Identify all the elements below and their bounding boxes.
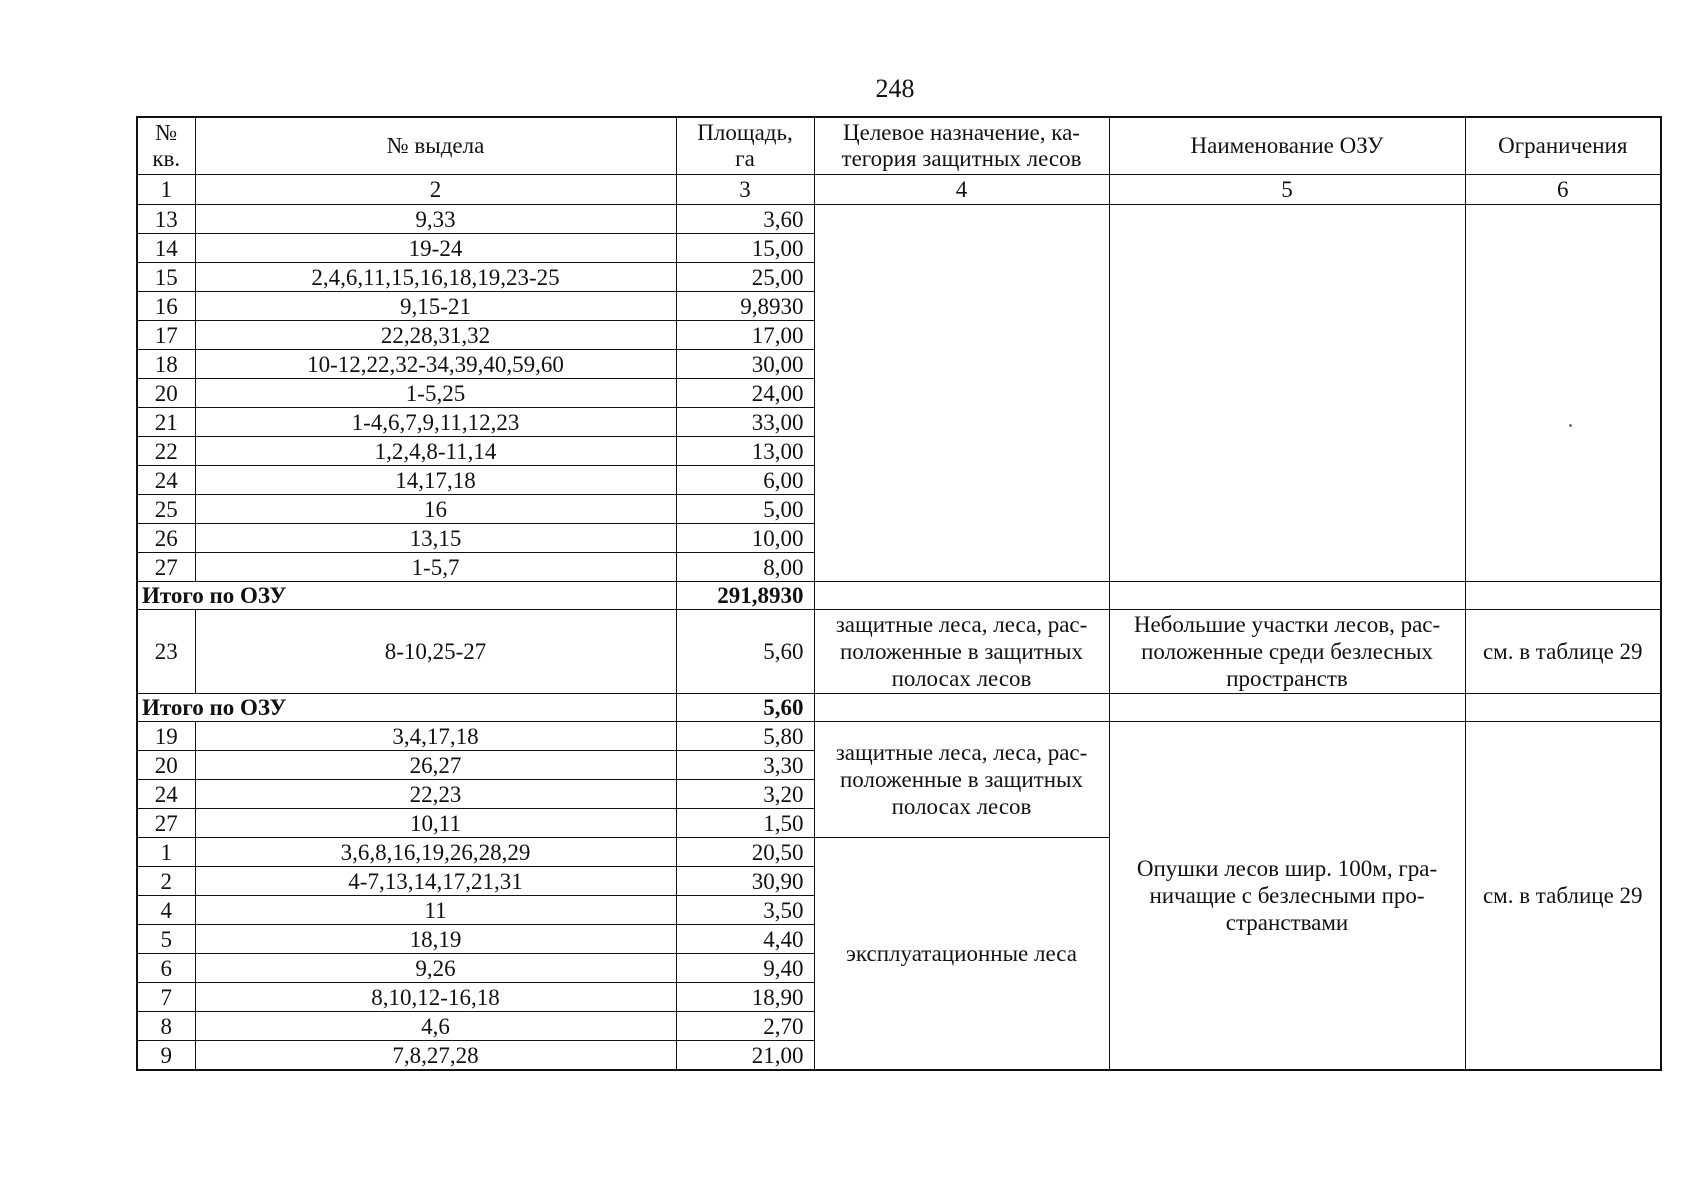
cell-vydel: 3,6,8,16,19,26,28,29 bbox=[195, 838, 676, 867]
cell-vydel: 2,4,6,11,15,16,18,19,23-25 bbox=[195, 263, 676, 292]
cell-purpose-empty bbox=[814, 205, 1109, 582]
cell-kv: 8 bbox=[137, 1012, 195, 1041]
cell-purpose: защитные леса, леса, рас- положенные в защитных полосах лесов bbox=[814, 722, 1109, 838]
column-number: 3 bbox=[676, 175, 814, 205]
cell-ozu-name: Небольшие участки лесов, рас- положенные среди безлесных пространств bbox=[1109, 610, 1465, 694]
cell-kv: 4 bbox=[137, 896, 195, 925]
cell-kv: 27 bbox=[137, 809, 195, 838]
cell-ozu-name: Опушки лесов шир. 100м, гра- ничащие с безлесными про- странствами bbox=[1109, 722, 1465, 1071]
total-row bbox=[137, 694, 1661, 722]
cell-vydel: 1-4,6,7,9,11,12,23 bbox=[195, 408, 676, 437]
cell-kv: 24 bbox=[137, 780, 195, 809]
column-number: 5 bbox=[1109, 175, 1465, 205]
cell-vydel: 16 bbox=[195, 495, 676, 524]
column-number: 6 bbox=[1465, 175, 1661, 205]
cell-restrictions-empty bbox=[1465, 205, 1661, 582]
cell-kv: 16 bbox=[137, 292, 195, 321]
total-empty bbox=[1465, 582, 1661, 610]
header-row bbox=[137, 117, 1661, 175]
ozu-table bbox=[136, 116, 1662, 1071]
total-empty bbox=[1109, 582, 1465, 610]
total-area: 5,60 bbox=[676, 694, 814, 722]
column-number: 1 bbox=[137, 175, 195, 205]
cell-area: 2,70 bbox=[676, 1012, 814, 1041]
cell-area: 3,60 bbox=[676, 205, 814, 234]
cell-vydel: 13,15 bbox=[195, 524, 676, 553]
cell-area: 5,80 bbox=[676, 722, 814, 751]
cell-kv: 5 bbox=[137, 925, 195, 954]
cell-vydel: 4,6 bbox=[195, 1012, 676, 1041]
cell-kv: 15 bbox=[137, 263, 195, 292]
table-row bbox=[137, 205, 1661, 234]
column-number-row bbox=[137, 175, 1661, 205]
cell-area: 20,50 bbox=[676, 838, 814, 867]
cell-kv: 18 bbox=[137, 350, 195, 379]
cell-area: 17,00 bbox=[676, 321, 814, 350]
cell-vydel: 10,11 bbox=[195, 809, 676, 838]
cell-vydel: 22,23 bbox=[195, 780, 676, 809]
cell-kv: 17 bbox=[137, 321, 195, 350]
cell-vydel: 14,17,18 bbox=[195, 466, 676, 495]
page-number: 248 bbox=[875, 74, 915, 103]
cell-area: 13,00 bbox=[676, 437, 814, 466]
total-empty bbox=[814, 694, 1109, 722]
cell-area: 21,00 bbox=[676, 1041, 814, 1071]
cell-vydel: 3,4,17,18 bbox=[195, 722, 676, 751]
cell-kv: 20 bbox=[137, 379, 195, 408]
total-label: Итого по ОЗУ bbox=[137, 582, 676, 610]
cell-restrictions: см. в таблице 29 bbox=[1465, 722, 1661, 1071]
cell-vydel: 1-5,7 bbox=[195, 553, 676, 582]
cell-area: 9,40 bbox=[676, 954, 814, 983]
table-row bbox=[137, 610, 1661, 694]
cell-kv: 2 bbox=[137, 867, 195, 896]
cell-kv: 26 bbox=[137, 524, 195, 553]
cell-area: 15,00 bbox=[676, 234, 814, 263]
column-number: 2 bbox=[195, 175, 676, 205]
total-empty bbox=[1465, 694, 1661, 722]
column-number: 4 bbox=[814, 175, 1109, 205]
cell-area: 30,90 bbox=[676, 867, 814, 896]
total-empty bbox=[1109, 694, 1465, 722]
cell-purpose: эксплуатационные леса bbox=[814, 838, 1109, 1071]
cell-area: 24,00 bbox=[676, 379, 814, 408]
header-area: Площадь, га bbox=[676, 117, 814, 175]
cell-area: 10,00 bbox=[676, 524, 814, 553]
cell-vydel: 8,10,12-16,18 bbox=[195, 983, 676, 1012]
cell-kv: 9 bbox=[137, 1041, 195, 1071]
cell-restrictions: см. в таблице 29 bbox=[1465, 610, 1661, 694]
cell-kv: 22 bbox=[137, 437, 195, 466]
cell-area: 8,00 bbox=[676, 553, 814, 582]
ozu-table-container bbox=[136, 116, 1662, 1071]
cell-area: 25,00 bbox=[676, 263, 814, 292]
cell-area: 3,20 bbox=[676, 780, 814, 809]
cell-vydel: 19-24 bbox=[195, 234, 676, 263]
cell-kv: 6 bbox=[137, 954, 195, 983]
cell-kv: 25 bbox=[137, 495, 195, 524]
cell-area: 9,8930 bbox=[676, 292, 814, 321]
cell-area: 5,00 bbox=[676, 495, 814, 524]
cell-kv: 14 bbox=[137, 234, 195, 263]
cell-area: 33,00 bbox=[676, 408, 814, 437]
cell-ozu-name-empty bbox=[1109, 205, 1465, 582]
cell-kv: 20 bbox=[137, 751, 195, 780]
cell-kv: 1 bbox=[137, 838, 195, 867]
cell-vydel: 9,15-21 bbox=[195, 292, 676, 321]
cell-vydel: 22,28,31,32 bbox=[195, 321, 676, 350]
cell-vydel: 7,8,27,28 bbox=[195, 1041, 676, 1071]
cell-vydel: 9,33 bbox=[195, 205, 676, 234]
cell-area: 18,90 bbox=[676, 983, 814, 1012]
cell-kv: 23 bbox=[137, 610, 195, 694]
cell-kv: 21 bbox=[137, 408, 195, 437]
cell-purpose: защитные леса, леса, рас- положенные в защитных полосах лесов bbox=[814, 610, 1109, 694]
cell-area: 4,40 bbox=[676, 925, 814, 954]
cell-kv: 7 bbox=[137, 983, 195, 1012]
cell-vydel: 9,26 bbox=[195, 954, 676, 983]
total-empty bbox=[814, 582, 1109, 610]
cell-vydel: 1-5,25 bbox=[195, 379, 676, 408]
total-row bbox=[137, 582, 1661, 610]
cell-vydel: 26,27 bbox=[195, 751, 676, 780]
cell-area: 1,50 bbox=[676, 809, 814, 838]
cell-kv: 13 bbox=[137, 205, 195, 234]
header-kv: № кв. bbox=[137, 117, 195, 175]
cell-area: 30,00 bbox=[676, 350, 814, 379]
cell-kv: 27 bbox=[137, 553, 195, 582]
total-label: Итого по ОЗУ bbox=[137, 694, 676, 722]
cell-vydel: 1,2,4,8-11,14 bbox=[195, 437, 676, 466]
table-row bbox=[137, 722, 1661, 751]
cell-vydel: 8-10,25-27 bbox=[195, 610, 676, 694]
header-purpose: Целевое назначение, ка- тегория защитных лесов bbox=[814, 117, 1109, 175]
cell-vydel: 10-12,22,32-34,39,40,59,60 bbox=[195, 350, 676, 379]
cell-area: 3,50 bbox=[676, 896, 814, 925]
cell-area: 6,00 bbox=[676, 466, 814, 495]
header-vydel: № выдела bbox=[195, 117, 676, 175]
cell-area: 3,30 bbox=[676, 751, 814, 780]
header-ozu-name: Наименование ОЗУ bbox=[1109, 117, 1465, 175]
cell-kv: 24 bbox=[137, 466, 195, 495]
cell-vydel: 4-7,13,14,17,21,31 bbox=[195, 867, 676, 896]
scan-artifact bbox=[1569, 424, 1572, 427]
cell-vydel: 11 bbox=[195, 896, 676, 925]
cell-vydel: 18,19 bbox=[195, 925, 676, 954]
header-restrictions: Ограничения bbox=[1465, 117, 1661, 175]
total-area: 291,8930 bbox=[676, 582, 814, 610]
cell-kv: 19 bbox=[137, 722, 195, 751]
cell-area: 5,60 bbox=[676, 610, 814, 694]
